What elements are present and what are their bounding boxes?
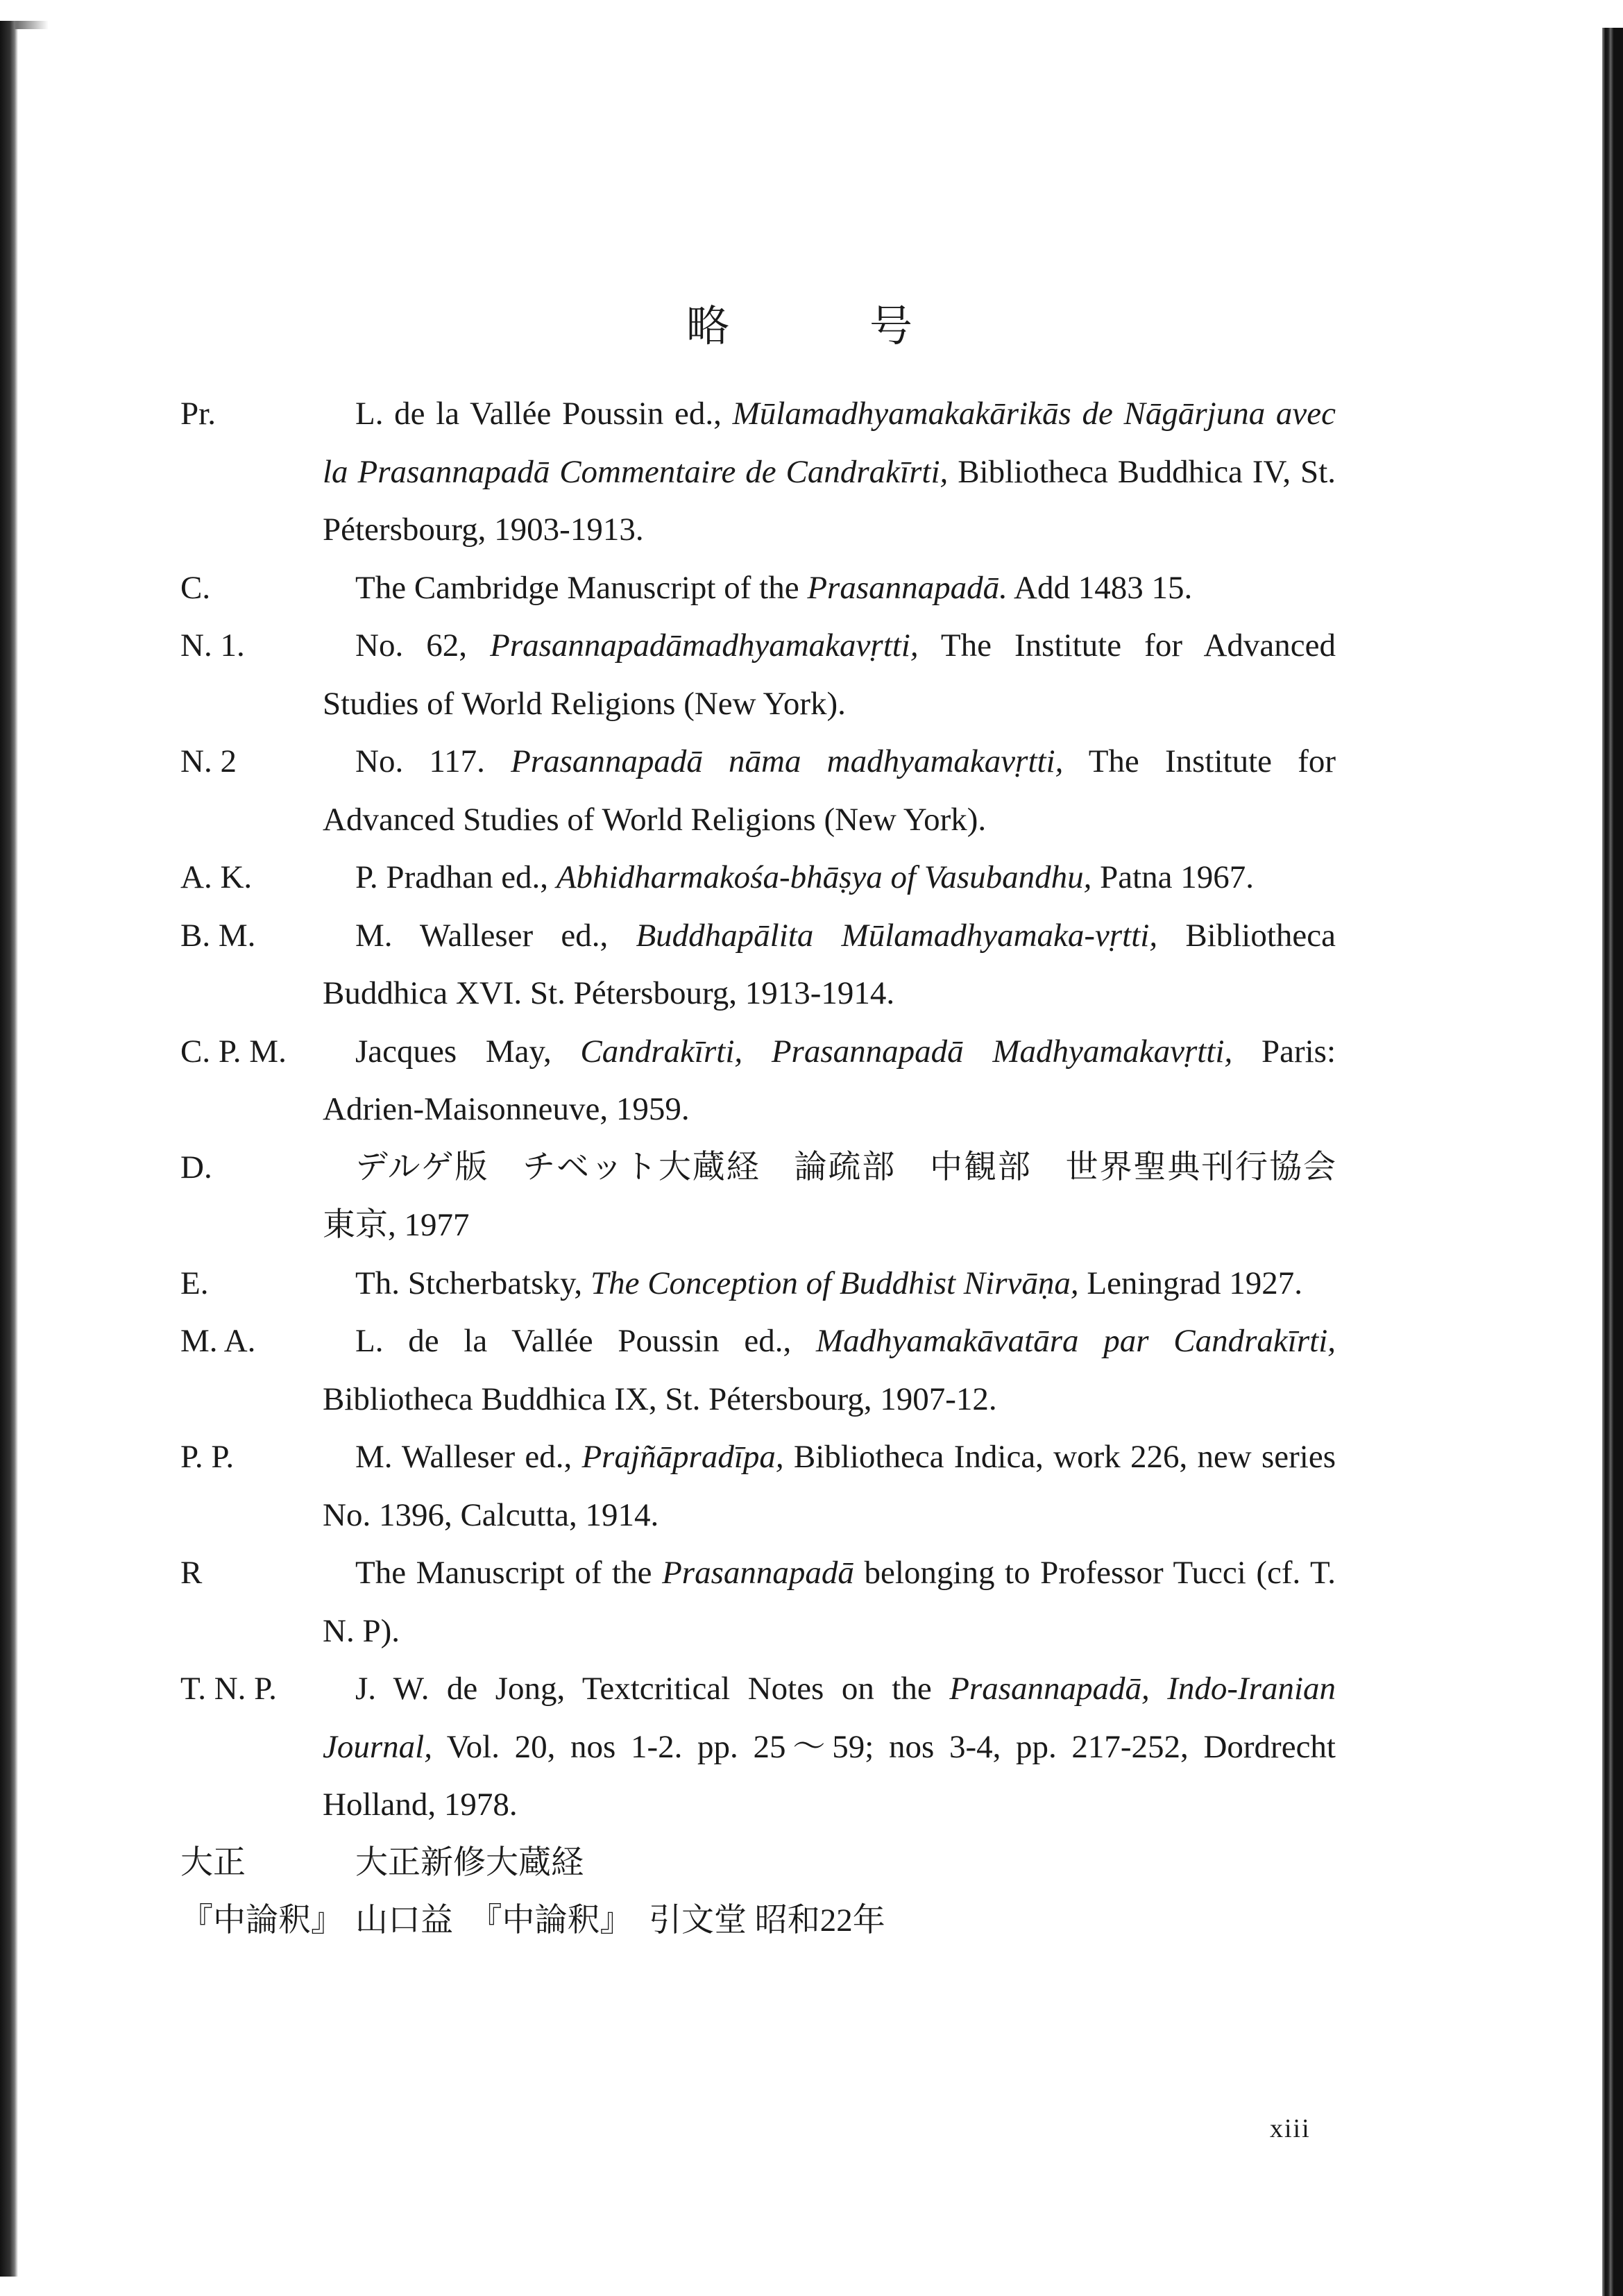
abbreviation-entry <box>180 849 1336 907</box>
abbreviation-entry <box>180 1312 1336 1428</box>
citation-text <box>323 1428 1336 1544</box>
abbreviation-key: B. M. <box>180 917 256 954</box>
abbreviation-entry <box>180 733 1336 849</box>
abbreviation-entry <box>180 1428 1336 1544</box>
citation-title: Prajñāpradīpa, <box>581 1439 784 1475</box>
citation-fragment: Bibliotheca Buddhica XVI. St. Pétersbourg, 1913-1914. <box>323 917 1336 1011</box>
citation-title: Prasannapadā, Indo-Iranian Journal, <box>323 1671 1336 1765</box>
citation-text <box>323 1255 1336 1313</box>
abbreviation-entry <box>180 617 1336 733</box>
abbreviation-key: M. A. <box>180 1323 256 1359</box>
abbreviation-key: R <box>180 1555 203 1591</box>
citation-fragment: The Institute for Advanced Studies of World Religions (New York). <box>323 627 1336 722</box>
citation-fragment: P. Pradhan ed., <box>355 859 556 895</box>
abbreviation-key: C. <box>180 569 211 606</box>
citation-title: Buddhapālita Mūlamadhyamaka-vṛtti, <box>636 917 1158 954</box>
citation-fragment: Leningrad 1927. <box>1078 1265 1302 1301</box>
citation-text <box>323 1892 1336 1950</box>
citation-title: The Conception of Buddhist Nirvāṇa, <box>590 1265 1079 1301</box>
citation-text <box>323 1023 1336 1139</box>
citation-text <box>323 1139 1368 1255</box>
citation-fragment: Th. Stcherbatsky, <box>355 1265 590 1301</box>
abbreviation-entry <box>180 1255 1336 1313</box>
citation-text <box>323 849 1336 907</box>
citation-fragment: L. de la Vallée Poussin ed., <box>355 396 733 432</box>
citation-fragment: The Manuscript of the <box>355 1555 663 1591</box>
abbreviation-key: N. 1. <box>180 627 245 664</box>
citation-title: Candrakīrti, Prasannapadā Madhyamakavṛtti, <box>580 1033 1233 1070</box>
abbreviation-key: Pr. <box>180 396 216 432</box>
abbreviation-key: E. <box>180 1265 209 1301</box>
citation-text <box>323 385 1336 559</box>
citation-fragment: Vol. 20, nos 1-2. pp. 25～59; nos 3-4, pp. 217-252, Dordrecht Holland, 1978. <box>323 1728 1336 1823</box>
citation-fragment: Paris: Adrien-Maisonneuve, 1959. <box>323 1033 1336 1127</box>
citation-text <box>323 1312 1336 1428</box>
abbreviation-entry <box>180 385 1336 559</box>
citation-title: Prasannapadā <box>662 1555 854 1591</box>
abbreviation-list <box>180 385 1368 1950</box>
citation-title: Madhyamakāvatāra par Candrakīrti, <box>815 1323 1336 1359</box>
citation-title: Mūlamadhyamakakārikās de Nāgārjuna avec la Prasannapadā Commentaire de Candrakīrti, <box>323 396 1336 490</box>
citation-fragment: 大正新修大蔵経 <box>355 1844 584 1881</box>
citation-text <box>323 1834 1336 1893</box>
citation-fragment: No. 62, <box>355 627 491 664</box>
citation-fragment: Bibliotheca Buddhica IV, St. Pétersbourg, 1903-1913. <box>323 453 1336 548</box>
abbreviation-entry <box>180 1023 1336 1139</box>
citation-title: Prasannapadā nāma madhyamakavṛtti, <box>511 743 1064 779</box>
citation-fragment: No. 117. <box>355 743 511 779</box>
citation-fragment: J. W. de Jong, Textcritical Notes on the <box>355 1671 950 1707</box>
citation-text <box>323 1660 1336 1834</box>
citation-title: Prasannapadā. <box>807 569 1008 606</box>
citation-title: Prasannapadāmadhyamakavṛtti, <box>490 627 919 664</box>
citation-text <box>323 907 1336 1023</box>
abbreviation-entry <box>180 907 1336 1023</box>
abbreviation-key: C. P. M. <box>180 1033 287 1070</box>
citation-text <box>323 1544 1336 1660</box>
citation-text <box>323 733 1336 849</box>
citation-title: Abhidharmakośa-bhāṣya of Vasubandhu, <box>556 859 1092 895</box>
citation-fragment: The Institute for Advanced Studies of World Religions (New York). <box>323 743 1336 838</box>
citation-fragment: Jacques May, <box>355 1033 581 1070</box>
citation-fragment: Add 1483 15. <box>1007 569 1193 606</box>
page-number: xiii <box>1270 2114 1311 2143</box>
abbreviation-entry <box>180 1892 1336 1950</box>
citation-text <box>323 559 1336 618</box>
citation-fragment: belonging to Professor Tucci (cf. T. N. P). <box>323 1555 1336 1649</box>
citation-fragment: Bibliotheca Buddhica IX, St. Pétersbourg, 1907-12. <box>323 1381 997 1417</box>
abbreviation-key: 『中論釈』 <box>180 1902 343 1939</box>
citation-fragment: M. Walleser ed., <box>355 1439 582 1475</box>
citation-fragment: M. Walleser ed., <box>355 917 636 954</box>
abbreviation-entry <box>180 1660 1336 1834</box>
citation-text <box>323 617 1336 733</box>
citation-fragment: Bibliotheca Indica, work 226, new series No. 1396, Calcutta, 1914. <box>323 1439 1336 1533</box>
abbreviation-entry <box>180 1544 1336 1660</box>
abbreviation-key: 大正 <box>180 1844 246 1881</box>
citation-fragment: 山口益 『中論釈』 引文堂 昭和22年 <box>355 1902 885 1939</box>
citation-fragment: The Cambridge Manuscript of the <box>355 569 808 606</box>
scan-shadow-right <box>1602 28 1623 2296</box>
abbreviation-key: T. N. P. <box>180 1671 277 1707</box>
abbreviation-key: A. K. <box>180 859 253 895</box>
page-title: 略 号 <box>686 301 961 351</box>
scan-shadow-left <box>0 21 18 2277</box>
abbreviation-key: P. P. <box>180 1439 235 1475</box>
citation-fragment: デルゲ版 チベット大蔵経 論疏部 中観部 世界聖典刊行協会 東京, 1977 <box>323 1149 1368 1243</box>
abbreviation-key: D. <box>180 1149 212 1185</box>
abbreviation-key: N. 2 <box>180 743 237 779</box>
abbreviation-entry <box>180 1834 1336 1893</box>
citation-fragment: L. de la Vallée Poussin ed., <box>355 1323 816 1359</box>
abbreviation-entry <box>180 1139 1368 1255</box>
abbreviation-entry <box>180 559 1336 618</box>
citation-fragment: Patna 1967. <box>1091 859 1255 895</box>
